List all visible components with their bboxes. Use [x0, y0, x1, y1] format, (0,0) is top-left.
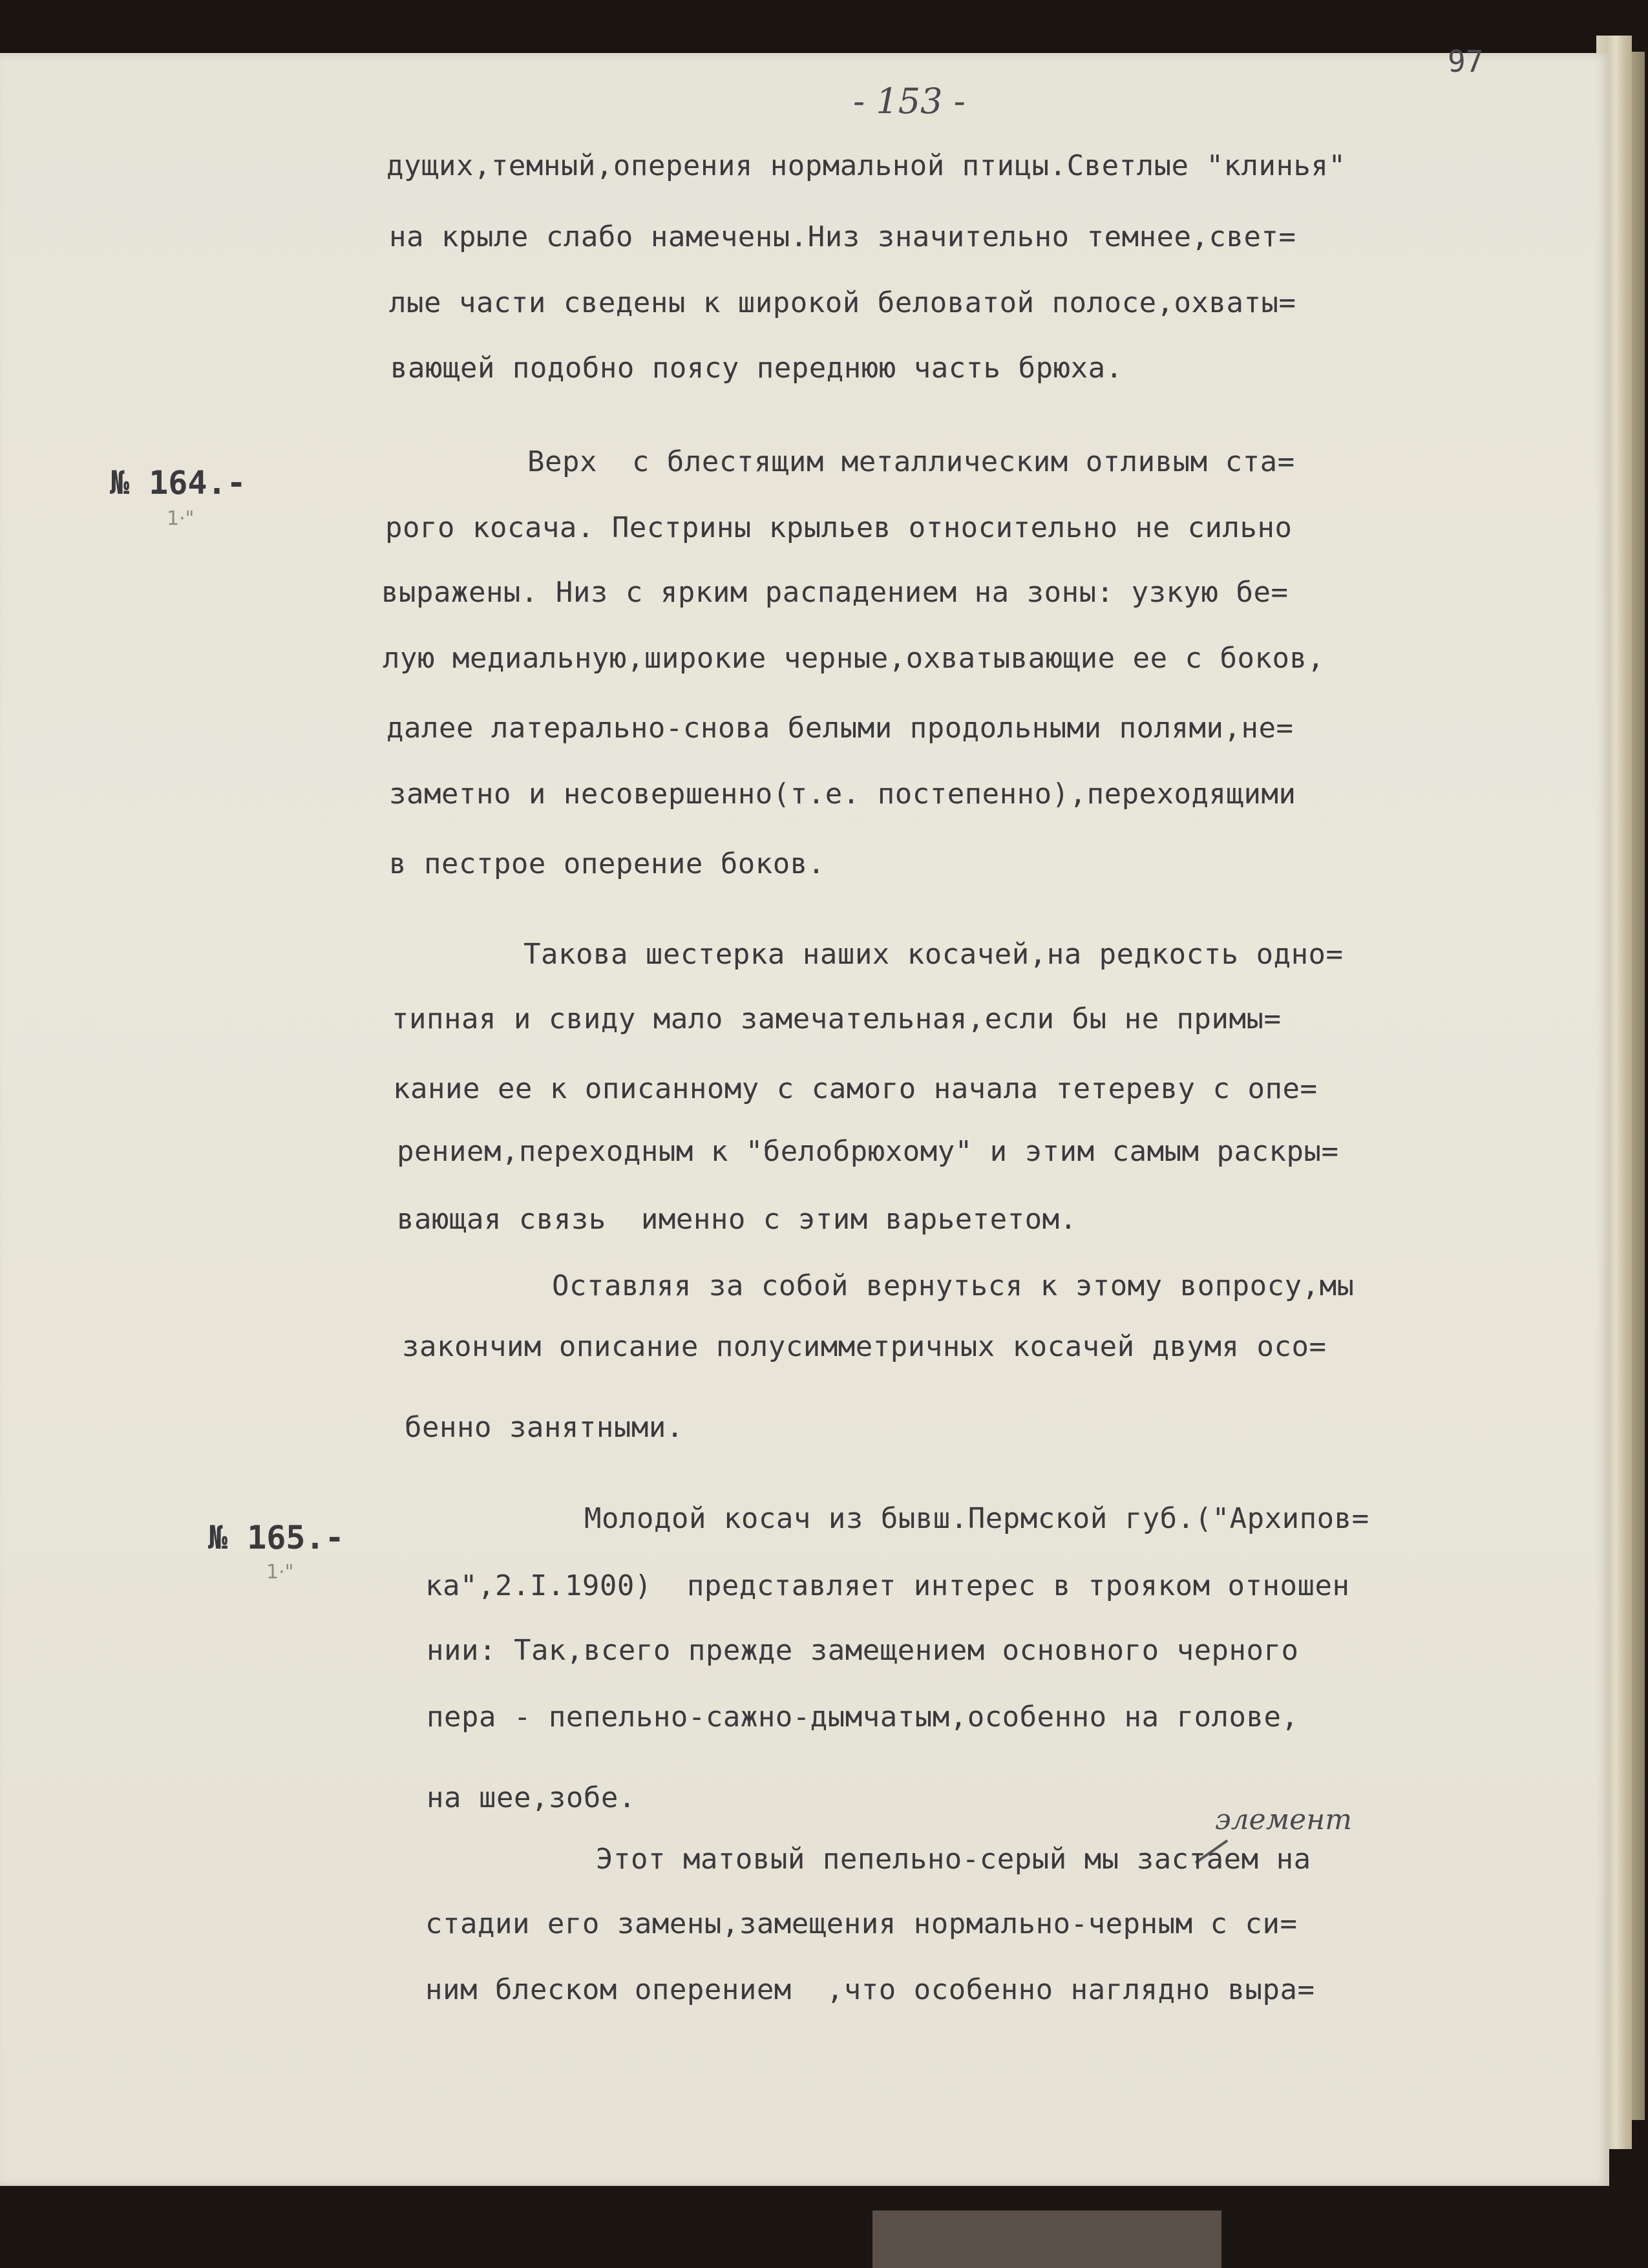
text-line: кание ее к описанному с самого начала тетереву с опе=	[393, 1072, 1318, 1105]
binding-strip	[872, 2210, 1221, 2268]
text-line: закончим описание полусимметричных косачей двумя осо=	[402, 1330, 1327, 1363]
text-line: на шее,зобе.	[427, 1781, 636, 1814]
text-line: стадии его замены,замещения нормально-черным с си=	[425, 1907, 1298, 1940]
handwritten-insertion: элемент	[1215, 1803, 1352, 1836]
text-line: далее латерально-снова белыми продольными полями,не=	[386, 712, 1294, 745]
text-line: дущих,темный,оперения нормальной птицы.Светлые "клинья"	[386, 149, 1346, 182]
text-line: заметно и несовершенно(т.е. постепенно),переходящими	[389, 778, 1296, 811]
text-line: выражены. Низ с ярким распадением на зоны: узкую бе=	[381, 576, 1289, 609]
text-line: нии: Так,всего прежде замещением основного черного	[427, 1634, 1299, 1667]
text-line: вающая связь именно с этим варьететом.	[397, 1203, 1077, 1236]
text-line: Верх с блестящим металлическим отливым ста=	[527, 445, 1295, 478]
entry-number-165: № 165.-	[208, 1519, 344, 1556]
entry-mark-164: 1·"	[167, 507, 195, 530]
text-line: типная и свиду мало замечательная,если бы не примы=	[392, 1002, 1282, 1035]
text-line: вающей подобно поясу переднюю часть брюха.	[390, 352, 1123, 385]
folio-number: - 153 -	[853, 81, 966, 122]
text-line: лые части сведены к широкой беловатой полосе,охваты=	[389, 286, 1296, 319]
text-line: ним блеском оперением ,что особенно наглядно выра=	[425, 1973, 1315, 2006]
text-line: рого косача. Пестрины крыльев относительно не сильно	[385, 511, 1293, 544]
text-line: пера - пепельно-сажно-дымчатым,особенно на голове,	[427, 1701, 1299, 1733]
text-line: в пестрое оперение боков.	[389, 847, 825, 880]
page-number: 97	[1448, 44, 1484, 79]
page-edges-shadow	[1632, 52, 1645, 2120]
text-line: Этот матовый пепельно-серый мы застаем на	[596, 1843, 1311, 1876]
text-line: рением,переходным к "белобрюхому" и этим самым раскры=	[397, 1135, 1339, 1168]
bottom-margin-dark	[0, 2186, 1648, 2268]
text-line: лую медиальную,широкие черные,охватывающие ее с боков,	[383, 642, 1325, 675]
entry-mark-165: 1·"	[266, 1561, 294, 1584]
text-line: Молодой косач из бывш.Пермской губ.("Архипов=	[584, 1502, 1369, 1535]
text-line: бенно занятными.	[405, 1411, 684, 1444]
text-line: Оставляя за собой вернуться к этому вопросу,мы	[552, 1269, 1355, 1302]
text-line: Такова шестерка наших косачей,на редкость одно=	[523, 938, 1344, 971]
text-line: ка",2.I.1900) представляет интерес в трояком отношен	[425, 1569, 1350, 1602]
entry-number-164: № 164.-	[110, 464, 246, 502]
text-line: на крыле слабо намечены.Низ значительно темнее,свет=	[389, 220, 1296, 253]
